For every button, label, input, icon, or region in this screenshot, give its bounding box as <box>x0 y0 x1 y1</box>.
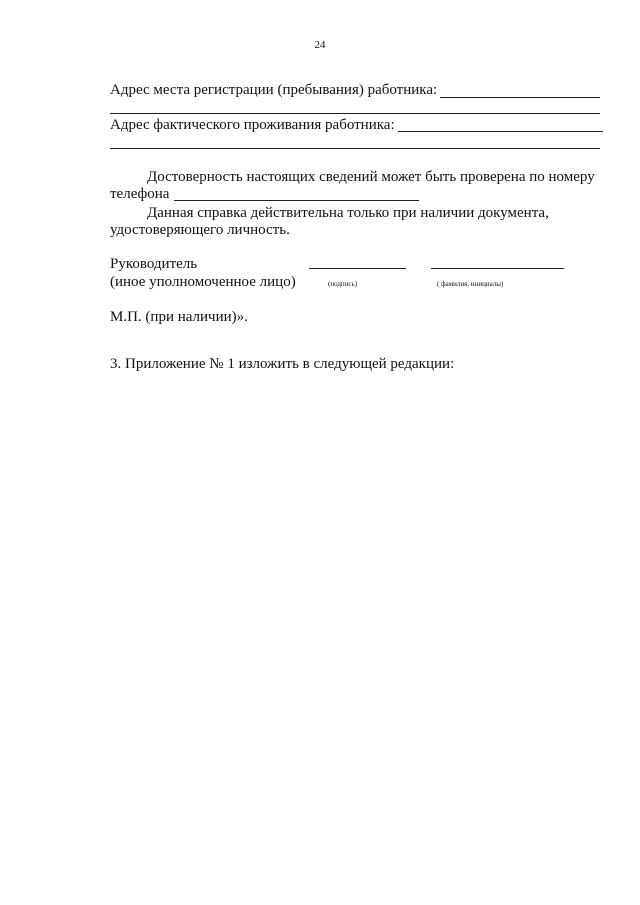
seal-text: М.П. (при наличии)». <box>110 309 248 325</box>
validity-text-line2: удостоверяющего личность. <box>110 222 290 238</box>
registration-address-field-line <box>440 97 600 98</box>
registration-address-label: Адрес места регистрации (пребывания) работника: <box>110 82 438 98</box>
actual-address-continuation-line <box>110 148 600 149</box>
name-caption: ( фамилия, инициалы) <box>437 280 504 288</box>
registration-address-continuation-line <box>110 113 600 114</box>
authorized-person-label: (иное уполномоченное лицо) <box>110 274 296 290</box>
signature-caption: (подпись) <box>328 280 358 288</box>
actual-address-field-line <box>398 131 603 132</box>
verification-text: Достоверность настоящих сведений может быть проверена по номеру <box>147 169 595 185</box>
head-label: Руководитель <box>110 256 198 272</box>
phone-field-line <box>174 200 419 201</box>
phone-label: телефона <box>110 186 170 202</box>
validity-text-line1: Данная справка действительна только при наличии документа, <box>147 205 549 221</box>
page-number: 24 <box>314 39 326 51</box>
signature-field-line <box>309 268 406 269</box>
appendix-text: 3. Приложение № 1 изложить в следующей редакции: <box>110 356 455 372</box>
actual-address-label: Адрес фактического проживания работника: <box>110 117 395 133</box>
name-field-line <box>431 268 564 269</box>
